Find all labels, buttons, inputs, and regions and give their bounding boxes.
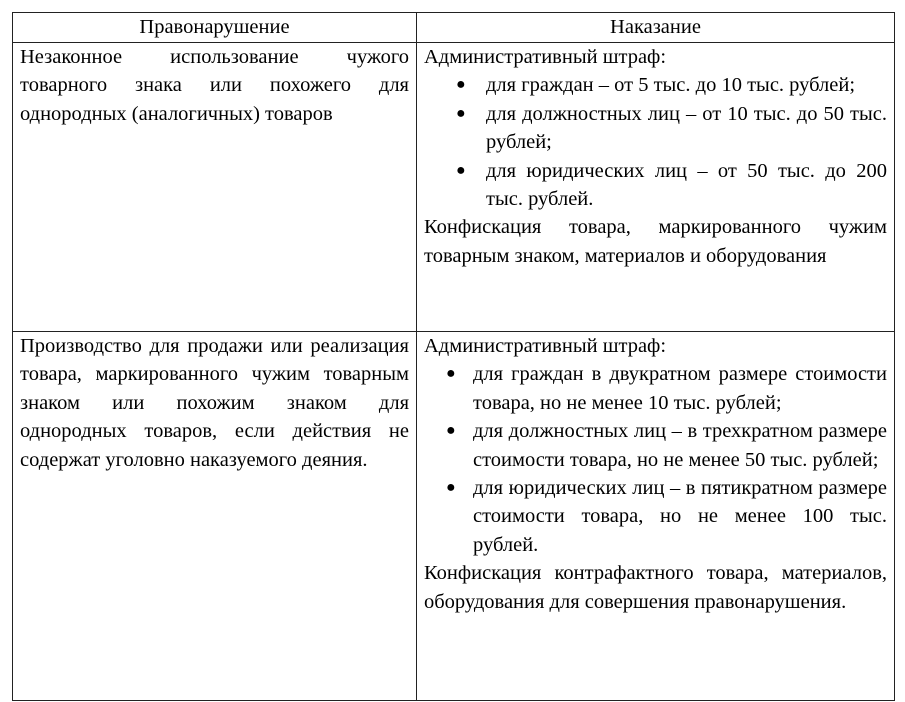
header-penalty: Наказание [417,13,895,43]
bullet-icon: ● [446,365,456,383]
confiscation-text: Конфискация товара, маркированного чужим товарным знаком, материалов и оборудования [424,216,887,267]
offense-text: Незаконное использование чужого товарного знака или похожего для однородных (аналогичных) товаров [20,46,409,125]
fine-item [456,100,887,157]
table-header-row [13,13,895,43]
fine-item-text: для граждан – от 5 тыс. до 10 тыс. рублей; [486,74,856,97]
fine-title: Административный штраф: [424,46,667,68]
penalty-table [12,12,895,701]
header-offense: Правонарушение [13,13,417,43]
penalty-cell [417,43,895,332]
fine-item-text: для юридических лиц – от 50 тыс. до 200 тыс. рублей. [486,159,887,211]
fine-list [424,360,887,559]
fine-item-text: для юридических лиц – в пятикратном размере стоимости товара, но не менее 100 тыс. рублей. [473,477,887,556]
offense-cell [13,43,417,332]
fine-item [446,474,887,559]
offense-text: Производство для продажи или реализация товара, маркированного чужим товарным знаком или похожим знаком для однородных товаров, если действия не содержат уголовно наказуемого деяния. [20,335,409,471]
bullet-icon: ● [446,479,456,497]
fine-item [456,157,887,214]
fine-item-text: для должностных лиц – от 10 тыс. до 50 тыс. рублей; [486,102,887,154]
fine-item [446,360,887,417]
document-page [12,12,895,701]
fine-title: Административный штраф: [424,335,667,357]
fine-item-text: для граждан в двукратном размере стоимости товара, но не менее 10 тыс. рублей; [473,363,887,414]
table-row [13,43,895,332]
fine-item-text: для должностных лиц – в трехкратном размере стоимости товара, но не менее 50 тыс. рублей; [473,420,887,471]
bullet-icon: ● [446,422,456,440]
bullet-icon: ● [456,161,466,179]
fine-list [424,71,887,213]
penalty-cell [417,332,895,701]
table-row [13,332,895,701]
confiscation-text: Конфискация контрафактного товара, материалов, оборудования для совершения правонарушения. [424,562,887,613]
fine-item [446,417,887,474]
fine-item [456,71,887,99]
bullet-icon: ● [456,76,466,94]
offense-cell [13,332,417,701]
bullet-icon: ● [456,104,466,122]
